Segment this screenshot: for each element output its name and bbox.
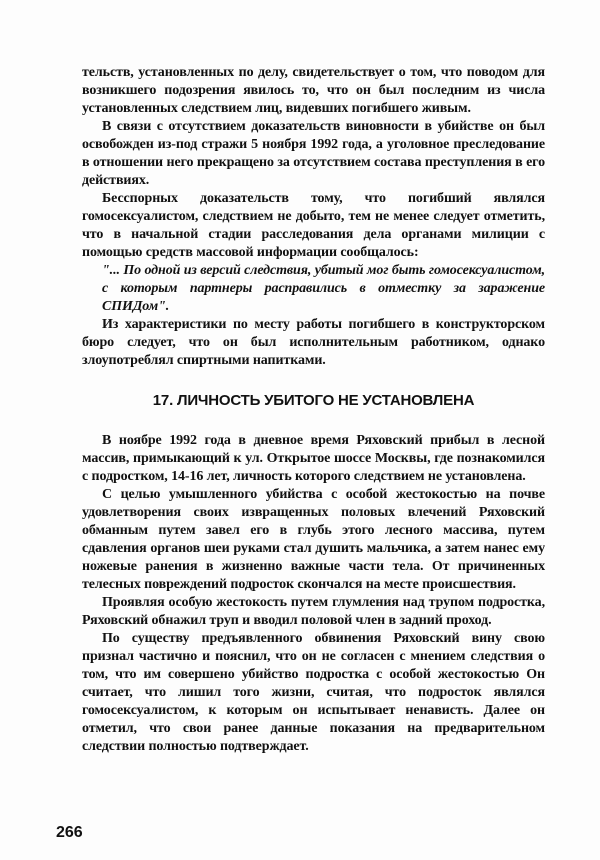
paragraph-desecration: Проявляя особую жестокость путем глумления над трупом подростка, Ряховский обнажил труп и вводил половой член в задний проход. [82,595,545,628]
upper-text [82,64,545,370]
section-heading: 17. ЛИЧНОСТЬ УБИТОГО НЕ УСТАНОВЛЕНА [152,392,475,409]
paragraph-evidence: Бесспорных доказательств тому, что погибший являлся гомосексуалистом, следствием не добыто, тем не менее следует отметить, что в начальной стадии расследования дела органами милиции с помощью средств массовой информации сообщалось: [82,191,545,260]
paragraph-meeting: В ноябре 1992 года в дневное время Ряховский прибыл в лесной массив, примыкающий к ул. Открытое шоссе Москвы, где познакомился с подростком, 14-16 лет, личность которого следствием не установлена. [82,433,545,484]
page-number: 266 [56,824,83,841]
paragraph-continuation: тельств, установленных по делу, свидетельствует о том, что поводом для возникшего подозрения явилось то, что он был последним из числа установленных следствием лиц, видевших погибшего живым. [82,65,545,116]
paragraph-murder: С целью умышленного убийства с особой жестокостью на почве удовлетворения своих извращенных половых влечений Ряховский обманным путем завел его в глубь этого лесного массива, путем сдавления органов шеи руками стал душить мальчика, а затем нанес ему ножевые ранения в жизненно важные части тела. От причиненных телесных повреждений подросток скончался на месте происшествия. [82,487,545,592]
paragraph-characteristics: Из характеристики по месту работы погибшего в конструкторском бюро следует, что он был исполнительным работником, однако злоупотреблял спиртными напитками. [82,317,545,368]
section-text [82,432,545,756]
paragraph-release: В связи с отсутствием доказательств виновности в убийстве он был освобожден из-под стражи 5 ноября 1992 года, а уголовное преследование в отношении него прекращено за отсутствием состава преступления в его действиях. [82,119,545,188]
paragraph-testimony: По существу предъявленного обвинения Ряховский вину свою признал частично и пояснил, что он не согласен с мнением следствия о том, что им совершено убийство подростка с особой жестокостью Он считает, что лишил того жизни, считая, что подросток являлся гомосексуалистом, к которым он испытывает ненависть. Далее он отметил, что свои ранее данные показания на предварительном следствии полностью подтверждает. [82,631,545,754]
media-quote: "... По одной из версий следствия, убитый мог быть гомосексуалистом, с которым партнеры расправились в отместку за заражение СПИДом". [102,263,545,314]
